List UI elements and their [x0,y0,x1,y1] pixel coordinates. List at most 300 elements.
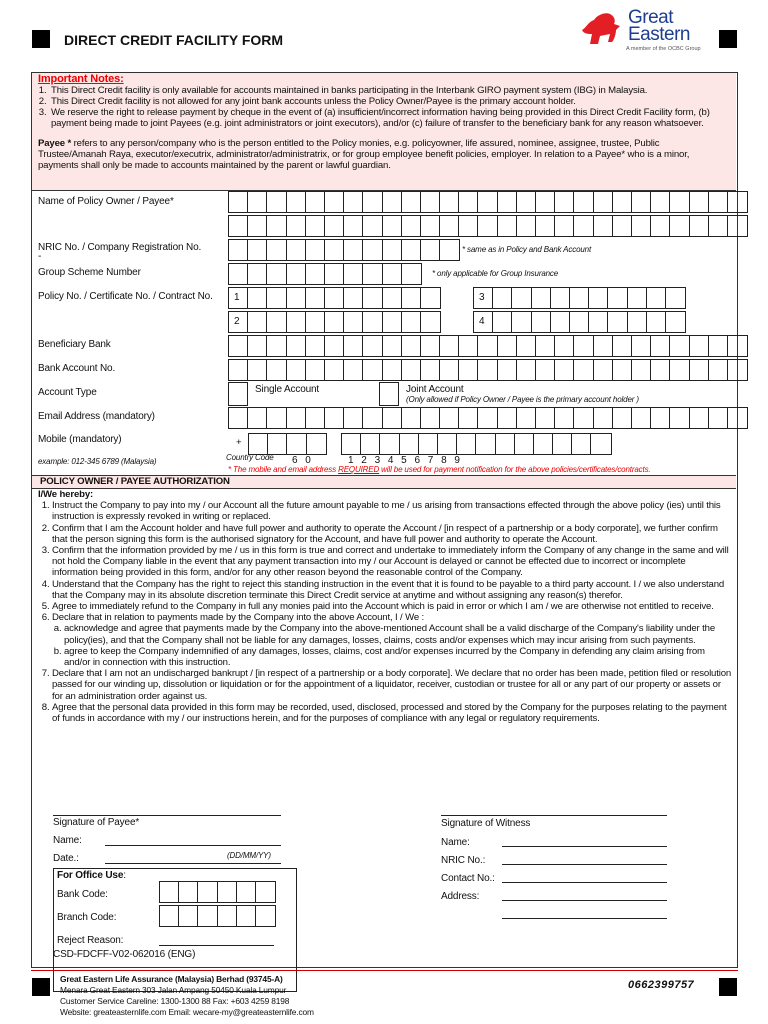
char-box[interactable] [608,312,627,332]
char-box[interactable] [647,288,666,308]
payee-name-field[interactable] [105,845,281,846]
char-box[interactable] [440,192,459,212]
char-box[interactable] [632,216,651,236]
char-box[interactable] [325,312,344,332]
char-box[interactable] [344,264,363,284]
char-box[interactable] [287,360,306,380]
char-box[interactable] [613,216,632,236]
single-account-checkbox[interactable] [228,382,248,406]
char-box[interactable] [572,434,591,454]
char-box[interactable] [402,312,421,332]
char-box[interactable] [421,288,440,308]
char-box[interactable] [459,192,478,212]
char-box[interactable] [594,408,613,428]
char-box[interactable] [363,192,382,212]
char-box[interactable] [498,360,517,380]
char-box[interactable] [478,408,497,428]
payee-definition: refers to any person/company who is the person entitled to the Policy monies, e.g. policyowner, life assured, nominee, assignee, trustee, Public Trustee/Amanah Raya, executor/executrix, administrator/administratrix, or for group employee benefit policies, employer. In relation to a Payee* who is a minor, payments shall only be made to accounts maintained by the parent or lawful guardian. [38,138,690,171]
char-box[interactable] [307,434,326,454]
group-scheme-note: * only applicable for Group Insurance [432,269,559,278]
char-box[interactable] [421,192,440,212]
char-box[interactable] [555,216,574,236]
footer-careline: Customer Service Careline: 1300-1300 88 Fax: +603 4259 8198 [60,996,290,1006]
char-box[interactable] [690,216,709,236]
char-box[interactable] [179,882,198,902]
nric-note: * same as in Policy and Bank Account [462,245,592,254]
char-box[interactable] [709,360,728,380]
char-box[interactable] [160,906,179,926]
char-box[interactable] [498,216,517,236]
char-box[interactable] [555,192,574,212]
char-box[interactable] [402,408,421,428]
char-box[interactable] [651,216,670,236]
char-box[interactable] [498,336,517,356]
char-box[interactable] [363,336,382,356]
char-box[interactable] [325,192,344,212]
authorization-item: Declare that in relation to payments made by the Company into the above Account, I / We : [52,612,425,624]
char-box[interactable] [383,360,402,380]
char-box[interactable] [478,336,497,356]
char-box[interactable] [383,312,402,332]
char-box[interactable] [728,336,747,356]
char-box[interactable] [363,240,382,260]
char-box[interactable] [709,216,728,236]
char-box[interactable] [325,240,344,260]
char-box[interactable] [440,360,459,380]
char-box[interactable] [419,434,438,454]
char-box[interactable] [459,336,478,356]
char-box[interactable] [632,192,651,212]
char-box[interactable] [267,288,286,308]
name-label: Name of Policy Owner / Payee* [38,196,174,207]
char-box[interactable] [589,312,608,332]
notes-heading: Important Notes: [38,73,124,85]
char-box[interactable] [248,312,267,332]
authorization-item: 4. Understand that the Company has the right to reject this standing instruction in the event that it is found to be payable to a third party account. I / we also understand that the Company may in its absolute discretion terminate this Direct Credit service at anytime and without assigning any reason(s) therefor. [52,579,732,601]
char-box[interactable] [306,408,325,428]
nric-dash: - [38,251,42,262]
char-box[interactable] [402,240,421,260]
char-box[interactable] [267,264,286,284]
payee-signature-label: Signature of Payee* [53,817,140,828]
char-box[interactable] [380,434,399,454]
char-box[interactable] [728,216,747,236]
single-account-label: Single Account [255,384,320,395]
char-box[interactable] [532,312,551,332]
char-box[interactable]: 3 [474,288,493,308]
char-box[interactable] [229,360,248,380]
char-box[interactable] [268,434,287,454]
char-box[interactable] [728,408,747,428]
char-box[interactable] [574,360,593,380]
nric-input[interactable] [228,239,460,261]
mobile-number-example: 1 2 3 4 5 6 7 8 9 [348,455,460,466]
char-box[interactable] [498,192,517,212]
char-box[interactable] [248,216,267,236]
char-box[interactable] [574,336,593,356]
char-box[interactable] [594,216,613,236]
char-box[interactable] [402,192,421,212]
char-box[interactable] [478,216,497,236]
beneficiary-bank-input[interactable] [228,335,748,357]
char-box[interactable] [402,288,421,308]
char-box[interactable] [551,312,570,332]
char-box[interactable] [248,336,267,356]
char-box[interactable] [198,882,217,902]
email-label: Email Address (mandatory) [38,411,155,422]
char-box[interactable] [670,336,689,356]
char-box[interactable] [249,434,268,454]
char-box[interactable] [306,240,325,260]
char-box[interactable] [709,336,728,356]
char-box[interactable] [325,360,344,380]
lion-icon [578,8,626,44]
char-box[interactable] [613,192,632,212]
char-box[interactable]: 2 [229,312,248,332]
char-box[interactable] [344,240,363,260]
payee-name-label: Name: [53,835,82,846]
footer-divider [31,970,738,971]
char-box[interactable] [160,882,179,902]
policy-input-4[interactable] [473,311,686,333]
char-box[interactable] [342,434,361,454]
bank-code-input[interactable] [159,881,276,903]
char-box[interactable] [344,288,363,308]
char-box[interactable] [248,408,267,428]
char-box[interactable] [534,434,553,454]
char-box[interactable] [440,240,459,260]
witness-address-field[interactable] [502,900,667,901]
char-box[interactable] [248,288,267,308]
char-box[interactable] [267,216,286,236]
char-box[interactable] [383,216,402,236]
char-box[interactable] [267,336,286,356]
char-box[interactable] [536,216,555,236]
char-box[interactable] [628,312,647,332]
char-box[interactable] [493,288,512,308]
char-box[interactable] [237,882,256,902]
char-box[interactable] [344,216,363,236]
char-box[interactable] [267,192,286,212]
authorization-subitem: b. agree to keep the Company indemnified of any damages, losses, claims, cost and/or expenses incurred by the Company in defending any claim arising from and/or in connection with this instruction. [64,646,732,668]
group-scheme-input[interactable] [228,263,422,285]
char-box[interactable] [628,288,647,308]
char-box[interactable] [459,360,478,380]
char-box[interactable] [363,288,382,308]
char-box[interactable] [459,216,478,236]
char-box[interactable] [651,360,670,380]
char-box[interactable] [383,264,402,284]
char-box[interactable] [325,264,344,284]
policy-input-3[interactable] [473,287,686,309]
char-box[interactable] [632,336,651,356]
char-box[interactable] [363,216,382,236]
char-box[interactable] [438,434,457,454]
char-box[interactable] [421,240,440,260]
note-item: 3. We reserve the right to release payment by cheque in the event of (a) insufficient/incorrect information having being provided in this Direct Credit Facility form, (b) payment being made to joint Payees (e.g. joint administrators or joint executors), and/or (c) failure of transfer to the beneficiary bank for any reason whatsoever. [49,107,730,129]
char-box[interactable] [267,408,286,428]
account-no-input[interactable] [228,359,748,381]
char-box[interactable] [383,336,402,356]
char-box[interactable] [517,192,536,212]
char-box[interactable] [344,408,363,428]
important-notes [32,73,736,191]
char-box[interactable] [728,360,747,380]
email-input[interactable] [228,407,748,429]
char-box[interactable] [229,264,248,284]
plus-sign: + [236,437,242,448]
char-box[interactable] [591,434,610,454]
char-box[interactable] [690,336,709,356]
char-box[interactable] [647,312,666,332]
witness-nric-label: NRIC No.: [441,855,486,866]
reject-reason-field[interactable] [159,945,274,946]
form-body [31,72,738,968]
char-box[interactable] [287,216,306,236]
char-box[interactable] [229,240,248,260]
char-box[interactable] [325,408,344,428]
char-box[interactable] [306,216,325,236]
char-box[interactable] [532,288,551,308]
char-box[interactable] [402,360,421,380]
char-box[interactable] [287,408,306,428]
required-word: REQUIRED [338,465,380,474]
char-box[interactable] [267,360,286,380]
char-box[interactable] [493,312,512,332]
char-box[interactable] [536,192,555,212]
char-box[interactable] [344,312,363,332]
char-box[interactable] [457,434,476,454]
branch-code-input[interactable] [159,905,276,927]
char-box[interactable] [198,906,217,926]
payee-term: Payee * [38,138,72,149]
payee-date-field[interactable] [105,863,281,864]
char-box[interactable] [267,240,286,260]
char-box[interactable] [670,360,689,380]
char-box[interactable] [613,360,632,380]
country-code-input[interactable] [248,433,327,455]
authorization-intro: I/We hereby: [38,489,94,500]
char-box[interactable] [421,216,440,236]
char-box[interactable]: 1 [229,288,248,308]
char-box[interactable] [256,882,275,902]
document-number: 0662399757 [628,979,695,991]
char-box[interactable] [589,288,608,308]
char-box[interactable] [608,288,627,308]
joint-account-checkbox[interactable] [379,382,399,406]
char-box[interactable] [421,408,440,428]
char-box[interactable] [344,192,363,212]
char-box[interactable] [325,336,344,356]
char-box[interactable] [421,312,440,332]
char-box[interactable] [248,192,267,212]
char-box[interactable]: 4 [474,312,493,332]
witness-contact-field[interactable] [502,882,667,883]
char-box[interactable] [383,192,402,212]
char-box[interactable] [459,408,478,428]
char-box[interactable] [476,434,495,454]
authorization-item: 7. Declare that I am not an undischarged bankrupt / [in respect of a partnership or a body corporate]. We declare that no order has been made, petition filed or resolution passed for our winding up, dissolution or liquidation or for the appointment of a liquidator, receiver, custodian or trustee for all or any part of our property or assets or for an administration order against us. [52,668,732,702]
char-box[interactable] [287,336,306,356]
char-box[interactable] [478,360,497,380]
witness-signature-label: Signature of Witness [441,818,531,829]
witness-contact-label: Contact No.: [441,873,495,884]
char-box[interactable] [478,192,497,212]
char-box[interactable] [402,216,421,236]
name-input-row-2[interactable] [228,215,748,237]
char-box[interactable] [512,312,531,332]
char-box[interactable] [574,192,593,212]
char-box[interactable] [594,336,613,356]
char-box[interactable] [179,906,198,926]
char-box[interactable] [421,360,440,380]
char-box[interactable] [498,408,517,428]
char-box[interactable] [553,434,572,454]
char-box[interactable] [383,240,402,260]
char-box[interactable] [218,906,237,926]
char-box[interactable] [690,192,709,212]
char-box[interactable] [594,360,613,380]
char-box[interactable] [248,240,267,260]
char-box[interactable] [248,360,267,380]
char-box[interactable] [287,434,306,454]
witness-name-field[interactable] [502,846,667,847]
char-box[interactable] [383,408,402,428]
mobile-example: example: 012-345 6789 (Malaysia) [38,457,157,466]
char-box[interactable] [574,216,593,236]
char-box[interactable] [651,408,670,428]
char-box[interactable] [363,312,382,332]
char-box[interactable] [536,336,555,356]
char-box[interactable] [325,216,344,236]
char-box[interactable] [402,264,421,284]
witness-signature-line[interactable] [441,815,667,816]
policy-input-1[interactable] [228,287,441,309]
char-box[interactable] [517,216,536,236]
char-box[interactable] [256,906,275,926]
joint-account-label: Joint Account [406,384,464,395]
char-box[interactable] [613,336,632,356]
account-no-label: Bank Account No. [38,363,116,374]
char-box[interactable] [613,408,632,428]
office-use-heading: For Office Use [57,870,124,881]
char-box[interactable] [496,434,515,454]
char-box[interactable] [440,216,459,236]
char-box[interactable] [594,192,613,212]
char-box[interactable] [325,288,344,308]
char-box[interactable] [690,360,709,380]
char-box[interactable] [363,264,382,284]
char-box[interactable] [670,408,689,428]
char-box[interactable] [440,408,459,428]
char-box[interactable] [666,312,685,332]
char-box[interactable] [400,434,419,454]
char-box[interactable] [670,192,689,212]
char-box[interactable] [728,192,747,212]
char-box[interactable] [229,216,248,236]
authorization-subitem: a. acknowledge and agree that payments made by the Company into the above-mentioned Account shall be a valid discharge of the Company's liability under the policy(ies), and that the Company shall not be liable for any damages, losses, claims, costs and/or expenses which may incur arising from such payments. [64,623,732,645]
logo-text: Great [628,7,674,28]
char-box[interactable] [632,408,651,428]
char-box[interactable] [555,360,574,380]
policy-input-2[interactable] [228,311,441,333]
char-box[interactable] [287,264,306,284]
char-box[interactable] [709,408,728,428]
char-box[interactable] [517,360,536,380]
char-box[interactable] [306,264,325,284]
char-box[interactable] [287,288,306,308]
char-box[interactable] [361,434,380,454]
char-box[interactable] [306,288,325,308]
char-box[interactable] [383,288,402,308]
char-box[interactable] [218,882,237,902]
char-box[interactable] [555,336,574,356]
witness-address-label: Address: [441,891,480,902]
char-box[interactable] [287,192,306,212]
char-box[interactable] [536,360,555,380]
char-box[interactable] [287,312,306,332]
witness-nric-field[interactable] [502,864,667,865]
char-box[interactable] [229,336,248,356]
witness-name-label: Name: [441,837,470,848]
char-box[interactable] [267,312,286,332]
char-box[interactable] [709,192,728,212]
char-box[interactable] [690,408,709,428]
char-box[interactable] [306,360,325,380]
char-box[interactable] [551,288,570,308]
required-note: will be used for payment notification for the above policies/certificates/contracts. [379,465,651,474]
char-box[interactable] [517,408,536,428]
char-box[interactable] [421,336,440,356]
char-box[interactable] [512,288,531,308]
char-box[interactable] [536,408,555,428]
char-box[interactable] [363,360,382,380]
logo-tagline: A member of the OCBC Group [626,46,701,52]
char-box[interactable] [306,312,325,332]
char-box[interactable] [440,336,459,356]
name-input-row-1[interactable] [228,191,748,213]
char-box[interactable] [229,192,248,212]
char-box[interactable] [651,336,670,356]
beneficiary-bank-label: Beneficiary Bank [38,339,111,350]
witness-address-field-2[interactable] [502,918,667,919]
char-box[interactable] [306,336,325,356]
authorization-item: 1. Instruct the Company to pay into my / our Account all the future amount payable to me / us arising from transactions effected through the above policy (ies) until this instruction is expressly revoked in writing or replaced. [52,500,732,522]
char-box[interactable] [632,360,651,380]
char-box[interactable] [306,192,325,212]
registration-mark [719,978,737,996]
char-box[interactable] [287,240,306,260]
char-box[interactable] [515,434,534,454]
char-box[interactable] [570,312,589,332]
char-box[interactable] [517,336,536,356]
char-box[interactable] [555,408,574,428]
char-box[interactable] [574,408,593,428]
mobile-number-input[interactable] [341,433,612,455]
char-box[interactable] [651,192,670,212]
char-box[interactable] [229,408,248,428]
char-box[interactable] [670,216,689,236]
char-box[interactable] [344,360,363,380]
char-box[interactable] [237,906,256,926]
char-box[interactable] [363,408,382,428]
char-box[interactable] [248,264,267,284]
char-box[interactable] [666,288,685,308]
char-box[interactable] [570,288,589,308]
payee-signature-line[interactable] [53,815,281,816]
char-box[interactable] [402,336,421,356]
char-box[interactable] [344,336,363,356]
